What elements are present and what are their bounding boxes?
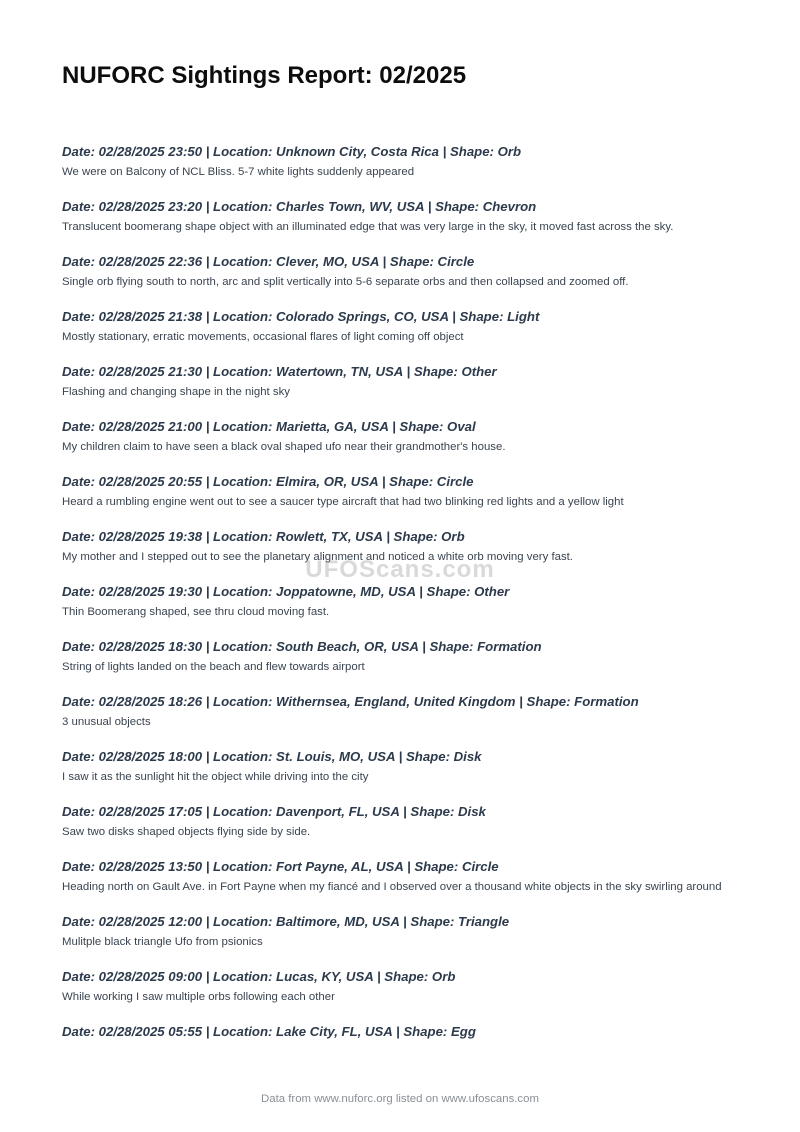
sighting-entry (62, 748, 742, 786)
sighting-header: Date: 02/28/2025 23:50 | Location: Unknown City, Costa Rica | Shape: Orb (62, 144, 522, 159)
sighting-header: Date: 02/28/2025 12:00 | Location: Baltimore, MD, USA | Shape: Triangle (62, 914, 510, 929)
sighting-description: Mostly stationary, erratic movements, occasional flares of light coming off object (62, 331, 464, 343)
sightings-list (62, 143, 742, 1058)
sighting-description: Thin Boomerang shaped, see thru cloud moving fast. (62, 606, 330, 618)
sighting-header: Date: 02/28/2025 17:05 | Location: Davenport, FL, USA | Shape: Disk (62, 804, 486, 819)
sighting-description: My mother and I stepped out to see the planetary alignment and noticed a white orb moving very fast. (62, 551, 573, 563)
sighting-entry (62, 418, 742, 456)
sighting-header: Date: 02/28/2025 21:00 | Location: Marietta, GA, USA | Shape: Oval (62, 419, 476, 434)
sighting-description: My children claim to have seen a black oval shaped ufo near their grandmother's house. (62, 441, 506, 453)
sighting-description: Mulitple black triangle Ufo from psionics (62, 936, 263, 948)
sighting-description: 3 unusual objects (62, 716, 151, 728)
sighting-description: Saw two disks shaped objects flying side by side. (62, 826, 311, 838)
sighting-header: Date: 02/28/2025 21:30 | Location: Watertown, TN, USA | Shape: Other (62, 364, 497, 379)
sighting-header: Date: 02/28/2025 18:26 | Location: Withernsea, England, United Kingdom | Shape: Formation (62, 694, 639, 709)
sighting-header: Date: 02/28/2025 22:36 | Location: Clever, MO, USA | Shape: Circle (62, 254, 475, 269)
sighting-description: Heading north on Gault Ave. in Fort Payne when my fiancé and I observed over a thousand white objects in the sky swirling around (62, 881, 722, 893)
sighting-header: Date: 02/28/2025 21:38 | Location: Colorado Springs, CO, USA | Shape: Light (62, 309, 540, 324)
sighting-entry (62, 198, 742, 236)
sighting-entry (62, 583, 742, 621)
sighting-header: Date: 02/28/2025 19:30 | Location: Joppatowne, MD, USA | Shape: Other (62, 584, 510, 599)
sighting-header: Date: 02/28/2025 09:00 | Location: Lucas, KY, USA | Shape: Orb (62, 969, 456, 984)
sighting-entry (62, 803, 742, 841)
sighting-header: Date: 02/28/2025 20:55 | Location: Elmira, OR, USA | Shape: Circle (62, 474, 474, 489)
sighting-header: Date: 02/28/2025 19:38 | Location: Rowlett, TX, USA | Shape: Orb (62, 529, 465, 544)
sighting-entry (62, 913, 742, 951)
sighting-entry (62, 143, 742, 181)
sighting-entry (62, 363, 742, 401)
sighting-description: Translucent boomerang shape object with an illuminated edge that was very large in the sky, it moved fast across the sky. (62, 221, 674, 233)
sighting-description: Heard a rumbling engine went out to see a saucer type aircraft that had two blinking red lights and a yellow light (62, 496, 624, 508)
sighting-entry (62, 968, 742, 1006)
sighting-header: Date: 02/28/2025 23:20 | Location: Charles Town, WV, USA | Shape: Chevron (62, 199, 537, 214)
sighting-entry (62, 858, 742, 896)
sighting-entry (62, 638, 742, 676)
sighting-description: String of lights landed on the beach and flew towards airport (62, 661, 365, 673)
sighting-header: Date: 02/28/2025 05:55 | Location: Lake City, FL, USA | Shape: Egg (62, 1024, 476, 1039)
watermark: UFOScans.com (305, 556, 495, 583)
sighting-description: Flashing and changing shape in the night sky (62, 386, 290, 398)
sighting-description: We were on Balcony of NCL Bliss. 5-7 white lights suddenly appeared (62, 166, 415, 178)
sighting-entry (62, 1023, 742, 1040)
page-title: NUFORC Sightings Report: 02/2025 (62, 62, 467, 89)
sighting-entry (62, 528, 742, 566)
sighting-description: I saw it as the sunlight hit the object while driving into the city (62, 771, 369, 783)
sighting-description: Single orb flying south to north, arc and split vertically into 5-6 separate orbs and then collapsed and zoomed off. (62, 276, 629, 288)
sighting-entry (62, 253, 742, 291)
sighting-entry (62, 308, 742, 346)
sighting-header: Date: 02/28/2025 13:50 | Location: Fort Payne, AL, USA | Shape: Circle (62, 859, 499, 874)
footer-credit: Data from www.nuforc.org listed on www.ufoscans.com (261, 1093, 539, 1105)
sighting-header: Date: 02/28/2025 18:00 | Location: St. Louis, MO, USA | Shape: Disk (62, 749, 482, 764)
sighting-description: While working I saw multiple orbs following each other (62, 991, 335, 1003)
sighting-entry (62, 473, 742, 511)
sighting-entry (62, 693, 742, 731)
sighting-header: Date: 02/28/2025 18:30 | Location: South Beach, OR, USA | Shape: Formation (62, 639, 542, 654)
